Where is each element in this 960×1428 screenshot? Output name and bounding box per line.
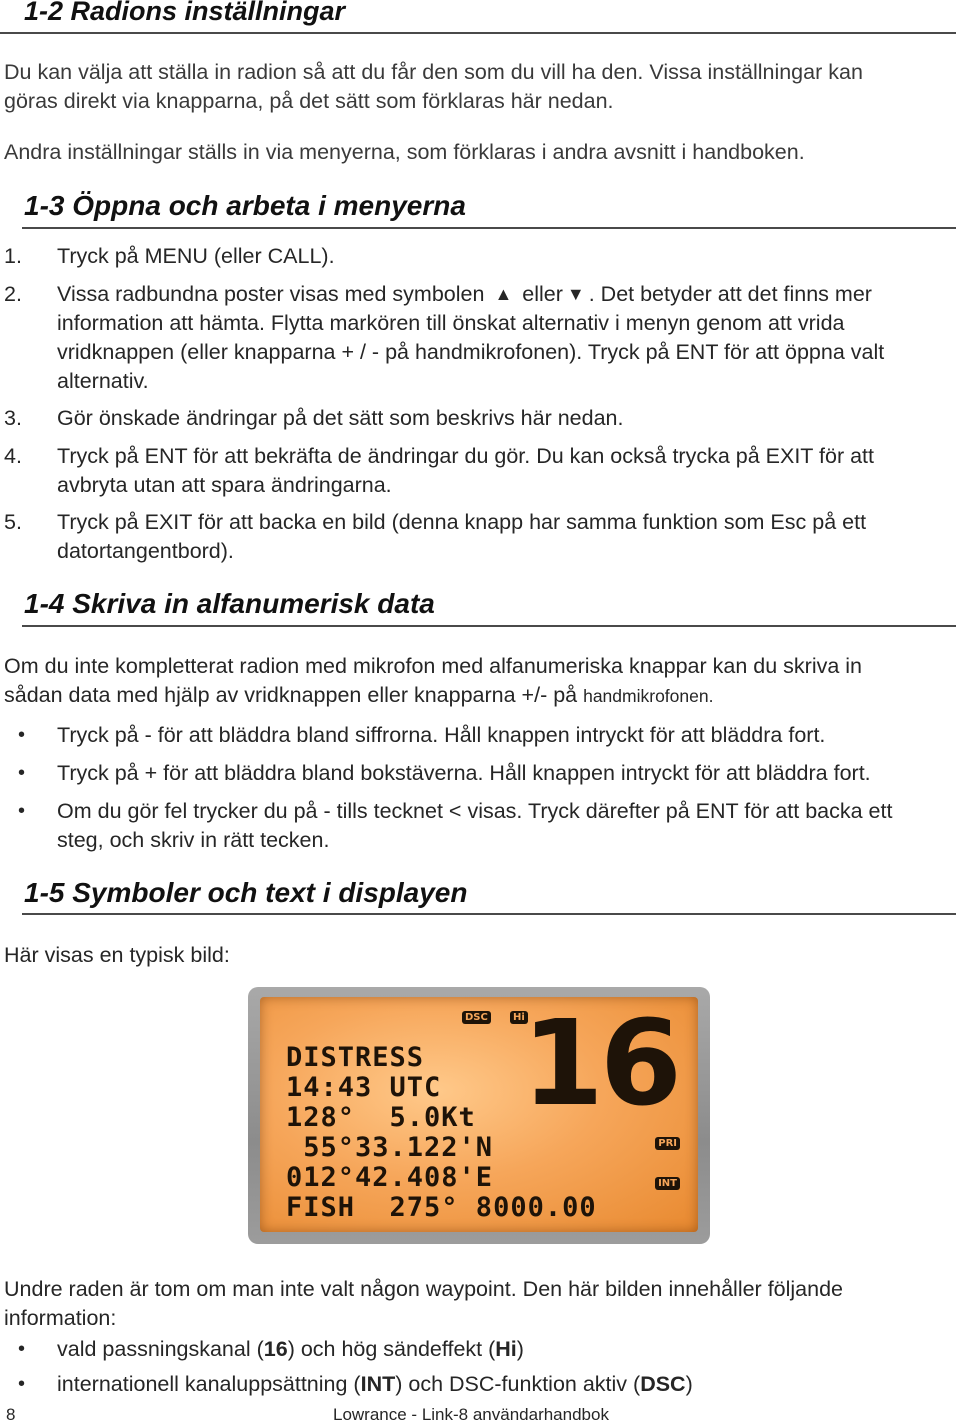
paragraph: Undre raden är tom om man inte valt någon waypoint. Den här bilden innehåller följande information: bbox=[4, 1277, 844, 1330]
heading-rule bbox=[22, 227, 956, 229]
dsc-indicator: DSC bbox=[462, 1011, 491, 1024]
list-number: 4. bbox=[4, 444, 22, 468]
channel-number: 16 bbox=[521, 997, 678, 1132]
list-item: Tryck på MENU (eller CALL). bbox=[57, 244, 335, 268]
paragraph: Du kan välja att ställa in radion så att du får den som du vill ha den. Vissa inställningar kan göras direkt via knapparna, på det sätt som förklaras här nedan. bbox=[4, 60, 863, 113]
bullet-icon: • bbox=[18, 1373, 26, 1395]
heading-rule bbox=[22, 625, 956, 627]
bullet-icon: • bbox=[18, 762, 26, 784]
hi-indicator: Hi bbox=[510, 1011, 528, 1024]
list-item: internationell kanaluppsättning (INT) och DSC-funktion aktiv (DSC) bbox=[57, 1372, 693, 1396]
lcd-line: 128° 5.0Kt bbox=[286, 1102, 476, 1133]
bullet-icon: • bbox=[18, 800, 26, 822]
lcd-line: 55°33.122'N bbox=[286, 1132, 494, 1163]
list-item: Tryck på + för att bläddra bland bokstäverna. Håll knappen intryckt för att bläddra fort. bbox=[57, 761, 871, 785]
bullet-icon: • bbox=[18, 1338, 26, 1360]
section-heading-1-5: 1-5 Symboler och text i displayen bbox=[24, 877, 468, 908]
lcd-line: 012°42.408'E bbox=[286, 1162, 494, 1193]
section-heading-1-3: 1-3 Öppna och arbeta i menyerna bbox=[24, 190, 466, 221]
list-item: Tryck på EXIT för att backa en bild (denna knapp har samma funktion som Esc på ett datortangentbord). bbox=[57, 510, 867, 563]
list-number: 5. bbox=[4, 510, 22, 534]
lcd-line: DISTRESS bbox=[286, 1042, 425, 1073]
heading-rule bbox=[0, 32, 956, 34]
pri-indicator: PRI bbox=[655, 1137, 680, 1150]
bullet-icon: • bbox=[18, 724, 26, 746]
paragraph: Om du inte kompletterat radion med mikrofon med alfanumeriska knappar kan du skriva in sådan data med hjälp av vridknappen eller knapparna +/- på handmikrofonen. bbox=[4, 654, 863, 707]
list-item: vald passningskanal (16) och hög sändeffekt (Hi) bbox=[57, 1337, 524, 1361]
radio-display-image bbox=[248, 987, 710, 1244]
list-item: Om du gör fel trycker du på - tills tecknet < visas. Tryck därefter på ENT för att backa ett steg, och skriv in rätt tecken. bbox=[57, 799, 893, 852]
list-number: 2. bbox=[4, 282, 22, 306]
section-heading-1-2: 1-2 Radions inställningar bbox=[24, 0, 346, 26]
list-number: 1. bbox=[4, 244, 22, 268]
lcd-line: FISH 275° 8000.00 bbox=[286, 1192, 597, 1223]
list-item: Gör önskade ändringar på det sätt som beskrivs här nedan. bbox=[57, 406, 624, 430]
paragraph: Här visas en typisk bild: bbox=[4, 943, 230, 967]
list-item: Vissa radbundna poster visas med symbolen ▲ eller ▼ . Det betyder att det finns mer information att hämta. Flytta markören till önskat alternativ i menyn genom att vrida vridknappen (eller knapparna + / - på handmikrofonen). Tryck på ENT för att öppna valt alternativ. bbox=[57, 282, 885, 393]
heading-rule bbox=[22, 913, 956, 915]
lcd-line: 14:43 UTC bbox=[286, 1072, 442, 1103]
footer-title: Lowrance - Link-8 användarhandbok bbox=[333, 1405, 609, 1424]
int-indicator: INT bbox=[655, 1177, 680, 1190]
page-number: 8 bbox=[6, 1405, 16, 1424]
list-item: Tryck på ENT för att bekräfta de ändringar du gör. Du kan också trycka på EXIT för att avbryta utan att spara ändringarna. bbox=[57, 444, 874, 497]
list-item: Tryck på - för att bläddra bland siffrorna. Håll knappen intryckt för att bläddra fort. bbox=[57, 723, 826, 747]
paragraph: Andra inställningar ställs in via menyerna, som förklaras i andra avsnitt i handboken. bbox=[4, 140, 805, 164]
arrow-up-icon: ▲ bbox=[494, 284, 513, 304]
section-heading-1-4: 1-4 Skriva in alfanumerisk data bbox=[24, 588, 435, 619]
list-number: 3. bbox=[4, 406, 22, 430]
arrow-down-icon: ▼ bbox=[566, 284, 585, 304]
lcd-screen bbox=[260, 997, 698, 1232]
